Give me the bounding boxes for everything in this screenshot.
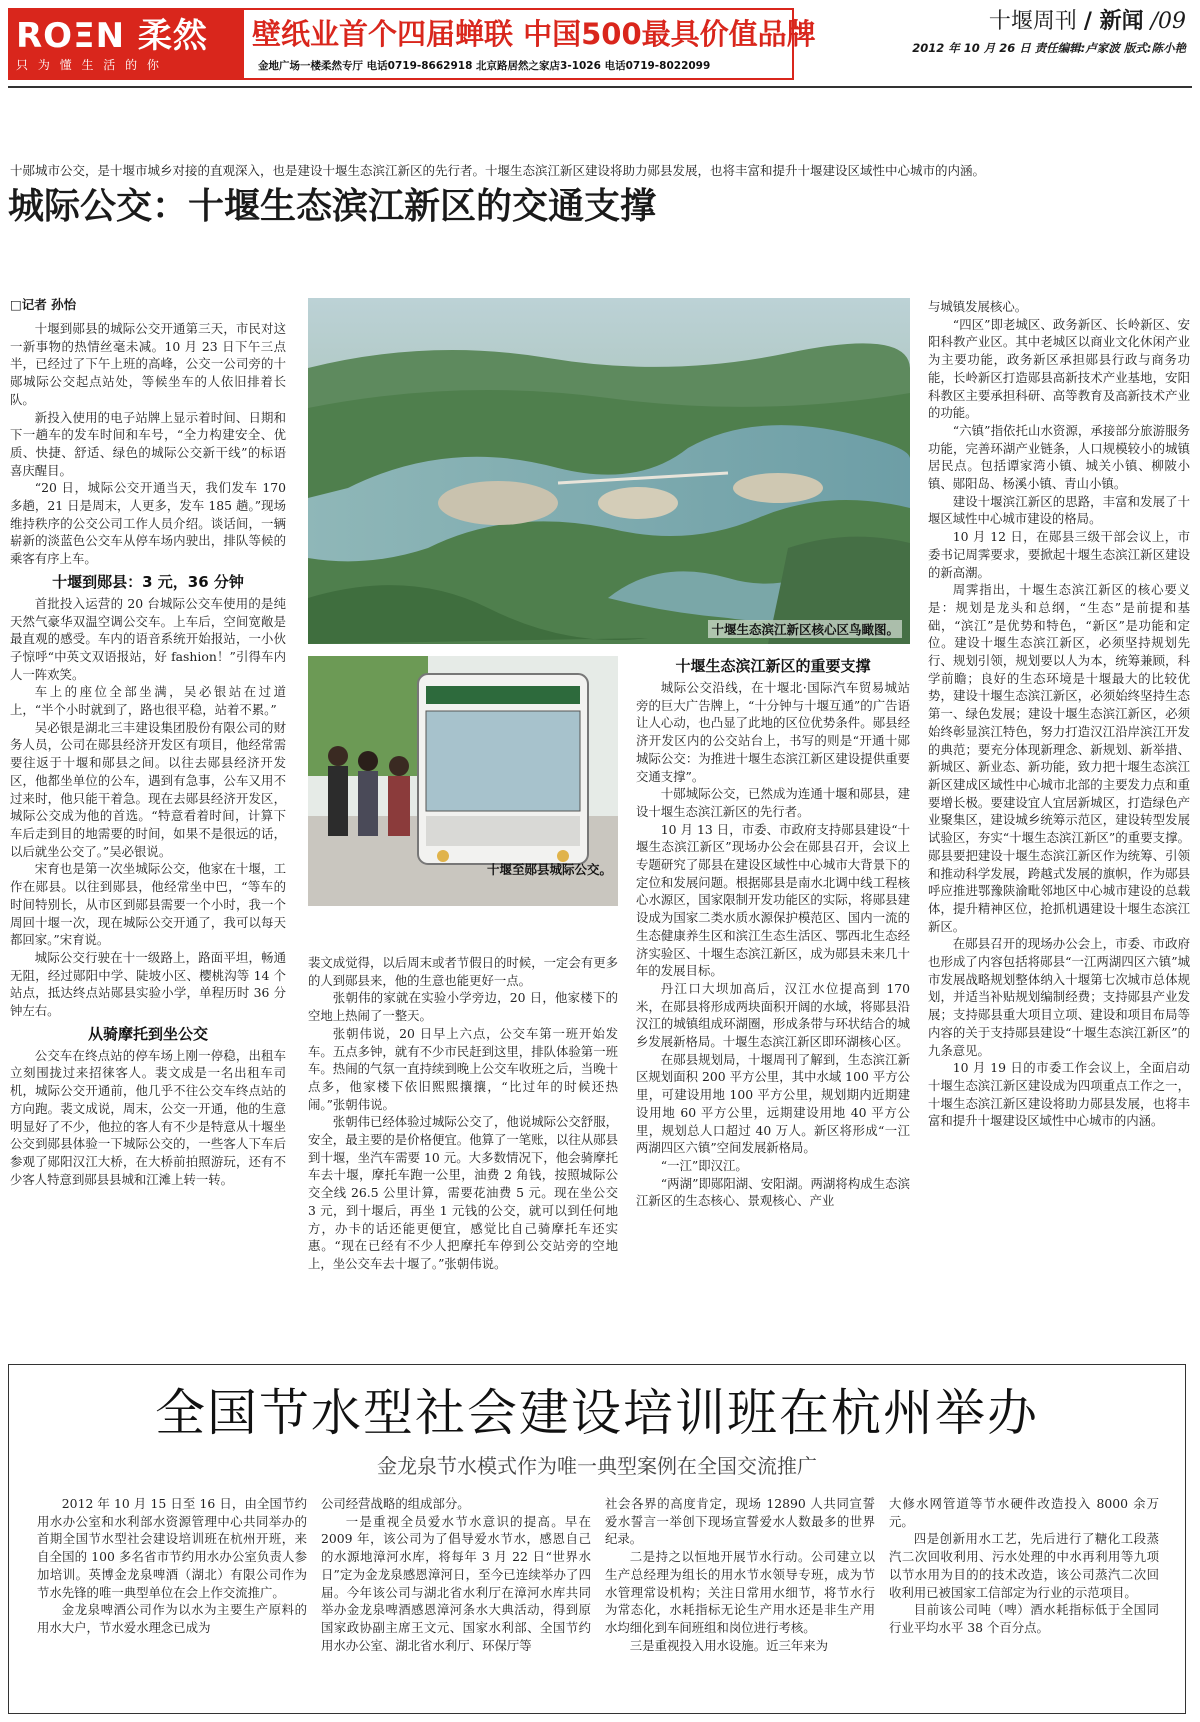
paragraph: 张朝伟的家就在实验小学旁边，20 日，他家楼下的空地上热闹了一整天。 — [308, 990, 618, 1024]
paragraph: “两湖”即郧阳湖、安阳湖。两湖将构成生态滨江新区的生态核心、景观核心、产业 — [636, 1175, 910, 1209]
article1-column-4 — [928, 298, 1190, 1328]
paragraph: 金龙泉啤酒公司作为以水为主要生产原料的用水大户，节水爱水理念已成为 — [37, 1602, 307, 1635]
paragraph: 新投入使用的电子站牌上显示着时间、日期和下一趟车的发车时间和车号，“全力构建安全、优质、快捷、舒适、绿色的城际公交新干线”的标语喜庆醒目。 — [10, 409, 286, 478]
article2-column-4 — [889, 1495, 1159, 1705]
byline: □记者 孙怡 — [10, 297, 77, 312]
article1-column-1 — [10, 320, 286, 1328]
ad-banner — [8, 8, 816, 80]
subhead-fare-time: 十堰到郧县：3 元，36 分钟 — [52, 572, 244, 591]
paragraph: 城际公交沿线，在十堰北·国际汽车贸易城站旁的巨大广告牌上，“十分钟与十堰互通”的广告语让人心动，也凸显了此地的区位优势条件。郧县经济开发区内的公交站台上，书写的则是“开通十郧城际公交：为推进十堰生态滨江新区建设提供重要交通支撑”。 — [636, 680, 910, 784]
paragraph: “四区”即老城区、政务新区、长岭新区、安阳科教产业区。其中老城区以商业文化休闲产业为主要功能，政务新区承担郧县行政与商务功能，长岭新区打造郧县高新技术产业基地，安阳科教区主要承担科研、高等教育及高新技术产业的功能。 — [928, 316, 1190, 421]
header-slash: / — [1083, 8, 1100, 34]
paper-name: 十堰周刊 — [988, 9, 1077, 34]
paragraph: 社会各界的高度肯定，现场 12890 人共同宣誓爱水誓言一举创下现场宣誓爱水人数最多的世界纪录。 — [605, 1496, 875, 1547]
paragraph: 大修水网管道等节水硬件改造投入 8000 余万元。 — [889, 1496, 1159, 1529]
article2-box — [8, 1364, 1186, 1714]
aerial-view-illustration — [308, 298, 910, 644]
paragraph: 在郧县规划局，十堰周刊了解到，生态滨江新区规划面积 200 平方公里，其中水域 100 平方公里，可建设用地 100 平方公里，规划期内近期建设用地 60 平方公里，远期建设用地 40 平方公里，规划总人口超过 40 万人。新区将形成“一江两湖四区六镇”空间发展新格局。 — [636, 1051, 910, 1156]
article2-subheadline: 金龙泉节水模式作为唯一典型案例在全国交流推广 — [377, 1454, 817, 1478]
paragraph: 周霁指出，十堰生态滨江新区的核心要义是：规划是龙头和总纲，“生态”是前提和基础，“滨江”是优势和特色，“新区”是功能和定位。建设十堰生态滨江新区，必须坚持规划先行、规划引领，规划要以人为本，统筹兼顾，科学前瞻；良好的生态环境是十堰最大的比较优势，建设十堰生态滨江新区，必须始终坚持生态第一、绿色发展；建设十堰生态滨江新区，必须始终彰显滨江特色，努力打造汉江沿岸滨江开发的典范；要充分体现新理念、新规划、新举措、新城区、新业态、新功能，致力把十堰生态滨江新区建成区域性中心城市北部的主要发力点和重要增长极。要建设宜人宜居新城区，打造绿色产业聚集区，建设城乡统筹示范区，建设转型发展试验区，夯实“十堰生态滨江新区”的重要支撑。郧县要把建设十堰生态滨江新区作为统筹、引领和推动科学发展，跨越式发展的旗帜，作为郧县呼应推进鄂豫陕渝毗邻地区中心城市建设的总载体，提升精神区位，抢抓机遇建设十堰生态滨江新区。 — [928, 582, 1190, 934]
paragraph: 10 月 19 日的市委工作会议上，全面启动十堰生态滨江新区建设成为四项重点工作之一，十堰生态滨江新区建设将助力郧县发展，也将丰富和提升十堰建设区域性中心城市的内涵。 — [928, 1060, 1190, 1129]
paragraph: 车上的座位全部坐满，吴必银站在过道上，“半个小时就到了，路也很平稳，站着不累。” — [10, 684, 286, 718]
article1-deck: 十郧城市公交，是十堰市城乡对接的直观深入，也是建设十堰生态滨江新区的先行者。十堰生态滨江新区建设将助力郧县发展，也将丰富和提升十堰建设区域性中心城市的内涵。 — [10, 163, 986, 178]
paragraph: 10 月 12 日，在郧县三级干部会议上，市委书记周霁要求，要掀起十堰生态滨江新区建设的新高潮。 — [928, 529, 1190, 580]
paragraph: “20 日，城际公交开通当天，我们发车 170 多趟，21 日是周末，人更多，发车 185 趟。”现场维持秩序的公交公司工作人员介绍。谈话间，一辆崭新的淡蓝色公交车从停车场内驶出，排队等候的乘客有序上车。 — [10, 480, 286, 567]
paragraph: 2012 年 10 月 15 日至 16 日，由全国节约用水办公室和水利部水资源管理中心共同举办的首期全国节水型社会建设培训班在杭州开班，来自全国的 100 多名省市节约用水办公室负责人参加培训。英博金龙泉啤酒（湖北）有限公司作为节水先锋的唯一典型单位在会上作交流推广。 — [37, 1496, 307, 1600]
paragraph: 二是持之以恒地开展节水行动。公司建立以生产总经理为组长的用水节水领导专班，成为节水管理常设机构；关注日常用水细节，将节水行为常态化，水耗指标无论生产用水还是非生产用水均细化到车间班组和岗位进行考核。 — [605, 1549, 875, 1635]
paragraph: 十堰到郧县的城际公交开通第三天，市民对这一新事物的热情丝毫未减。10 月 23 日下午三点半，已经过了下午上班的高峰，公交一公司旁的十郧城际公交起点站处，等候坐车的人依旧排着长队。 — [10, 321, 286, 407]
article2-headline: 全国节水型社会建设培训班在杭州举办 — [155, 1384, 1039, 1442]
subhead-motorbike-to-bus: 从骑摩托到坐公交 — [87, 1024, 208, 1043]
header-rule — [8, 86, 1192, 88]
ad-contacts: 金地广场一楼柔然专厅 电话0719-8662918 北京路居然之家店3-1026 电话0719-8022099 — [258, 60, 711, 72]
ad-slogan: 只 为 懂 生 活 的 你 — [16, 58, 162, 72]
article2-column-3 — [605, 1495, 875, 1705]
article1-column-2 — [308, 954, 618, 1328]
section-name: 新闻 — [1099, 8, 1144, 34]
subhead-key-support: 十堰生态滨江新区的重要支撑 — [675, 657, 871, 675]
page-number: /09 — [1150, 9, 1186, 34]
page-header — [840, 6, 1192, 66]
aerial-view-photo — [308, 298, 910, 644]
paragraph: 张朝伟已经体验过城际公交了，他说城际公交舒服，安全，最主要的是价格便宜。他算了一笔账，以往从郧县到十堰，坐汽车需要 10 元。大多数情况下，他会骑摩托车去十堰，摩托车跑一公里，油费 2 角钱，按照城际公交全线 26.5 公里计算，需要花油费 5 元。现在坐公交 3 元，到十堰后，再坐 1 元钱的公交，就可以到任何地方，办卡的话还能更便宜，感觉比自己骑摩托车还实惠。“现在已经有不少人把摩托车停到公交站旁的空地上，坐公交车去十堰了。”张朝伟说。 — [308, 1114, 618, 1271]
paragraph: 公司经营战略的组成部分。 — [321, 1496, 470, 1511]
paragraph: 与城镇发展核心。 — [928, 299, 1028, 314]
paragraph: 建设十堰滨江新区的思路，丰富和发展了十堰区域性中心城市建设的格局。 — [928, 493, 1190, 527]
paragraph: “六镇”指依托山水资源，承接部分旅游服务功能，完善环湖产业链条，人口规模较小的城镇居民点。包括谭家湾小镇、城关小镇、柳陂小镇、郧阳岛、杨溪小镇、青山小镇。 — [928, 422, 1190, 492]
article1-headline: 城际公交：十堰生态滨江新区的交通支撑 — [8, 185, 657, 227]
paragraph: 首批投入运营的 20 台城际公交车使用的是纯天然气豪华双温空调公交车。上车后，空间宽敞是最直观的感受。车内的语音系统开始报站，一小伙子惊呼“中英文双语报站，好 fashion！”引得车内人一阵欢笑。 — [10, 595, 286, 682]
paragraph: 张朝伟说，20 日早上六点，公交车第一班开始发车。五点多钟，就有不少市民赶到这里，排队体验第一班车。热闹的气氛一直持续到晚上公交车收班之后，当晚十点多，他家楼下依旧熙熙攘攘，“比过年的时候还热闹。”张朝伟说。 — [308, 1025, 618, 1112]
article2-column-1 — [37, 1495, 307, 1705]
aerial-photo-caption: 十堰生态滨江新区核心区鸟瞰图。 — [708, 620, 902, 638]
paragraph: 城际公交行驶在十一级路上，路面平坦，畅通无阻，经过郧阳中学、陡坡小区、樱桃沟等 14 个站点，抵达终点站郧县实验小学，单程历时 36 分钟左右。 — [10, 949, 286, 1019]
bus-photo-caption: 十堰至郧县城际公交。 — [486, 862, 612, 877]
ad-logo-block — [10, 10, 244, 78]
paragraph: 裴文成觉得，以后周末或者节假日的时候，一定会有更多的人到郧县来，他的生意也能更好一点。 — [308, 955, 618, 988]
paragraph: 公交车在终点站的停车场上刚一停稳，出租车立刻围拢过来招徕客人。裴文成是一名出租车司机，城际公交开通前，他几乎不往公交车终点站的方向跑。裴文成说，周末，公交一开通，他的生意明显好了不少，他拉的客人有不少是特意从十堰坐公交到郧县体验一下城际公交的，一些客人下车后参观了郧阳汉江大桥，在大桥前拍照游玩，还有不少客人特意到郧县县城和江滩上转一转。 — [10, 1047, 286, 1187]
paragraph: 吴必银是湖北三丰建设集团股份有限公司的财务人员，公司在郧县经济开发区有项目，他经常需要往返于十堰和郧县之间。以往去郧县经济开发区，他都坐单位的公车，遇到有急事，公车又用不过来时，他只能干着急。现在去郧县经济开发区，城际公交成为他的首选。“特意看着时间，计算下车后走到目的地需要的时间，如果不是很远的话，以后就坐公交了。”吴必银说。 — [10, 719, 286, 859]
paragraph: 丹江口大坝加高后，汉江水位提高到 170 米，在郧县将形成两块面积开阔的水域，将郧县沿汉江的城镇组成环湖圈，形成条带与环状结合的城乡发展新格局。十堰生态滨江新区即环湖核心区。 — [636, 980, 910, 1050]
date-editor-line: 2012 年 10 月 26 日 责任编辑:卢家波 版式:陈小艳 — [912, 41, 1186, 55]
paragraph: 在郧县召开的现场办公会上，市委、市政府也形成了内容包括将郧县“一江两湖四区六镇”城市发展战略规划整体纳入十堰第七次城市总体规划，并适当补贴规划编制经费；支持郧县产业发展；支持郧县重大项目立项、建设和项目布局等内容的关于支持郧县建设“十堰生态滨江新区”的九条意见。 — [928, 936, 1190, 1058]
ad-headline: 壁纸业首个四届蝉联 中国500最具价值品牌 — [252, 17, 816, 51]
paragraph: 十郧城际公交，已然成为连通十堰和郧县，建设十堰生态滨江新区的先行者。 — [636, 786, 910, 819]
paragraph: 宋育也是第一次坐城际公交，他家在十堰，工作在郧县。以往到郧县，他经常坐中巴，“等车的时间特别长，从市区到郧县需要一个小时，我一个周回十堰一次，现在城际公交开通了，我可以每天都回家。”宋育说。 — [10, 861, 286, 948]
article1-column-3 — [636, 656, 910, 1328]
bus-photo — [308, 656, 618, 906]
article2-column-2 — [321, 1495, 591, 1705]
paragraph: 三是重视投入用水设施。近三年来为 — [629, 1637, 829, 1653]
paragraph: 四是创新用水工艺，先后进行了糖化工段蒸汽二次回收利用、污水处理的中水再利用等九项以节水用为目的的技术改造，该公司蒸汽二次回收利用已被国家工信部定为行业的示范项目。 — [889, 1531, 1159, 1600]
paragraph: 10 月 13 日，市委、市政府支持郧县建设“十堰生态滨江新区”现场办公会在郧县召开，会议上专题研究了郧县在建设区域性中心城市大背景下的定位和发展问题。根据郧县是南水北调中线工程核心水源区，国家限制开发功能区的实际，将郧县建设成为国家二类水质水源保护模范区、国内一流的生态健康养生区和滨江生态生活区、鄂西北生态经济实验区、十堰生态滨江新区，成为郧县未来几十年的发展目标。 — [636, 821, 910, 979]
ad-logo: ROΞN 柔然 — [16, 16, 208, 56]
paper-section-line — [989, 6, 1186, 37]
paragraph: “一江”即汉江。 — [660, 1157, 748, 1173]
paragraph: 一是重视全员爱水节水意识的提高。早在 2009 年，该公司为了倡导爱水节水，感恩自己的水源地漳河水库，将每年 3 月 22 日“世界水日”定为金龙泉感恩漳河日，至今已连续举办了四届。今年该公司与湖北省水利厅在漳河水库共同举办金龙泉啤酒感恩漳河条水大典活动，得到原国家政协副主席王文元、国家水利部、全国节约用水办公室、湖北省水利厅、环保厅等 — [321, 1513, 591, 1653]
paragraph: 目前该公司吨（啤）酒水耗指标低于全国同行业平均水平 38 个百分点。 — [889, 1602, 1159, 1635]
